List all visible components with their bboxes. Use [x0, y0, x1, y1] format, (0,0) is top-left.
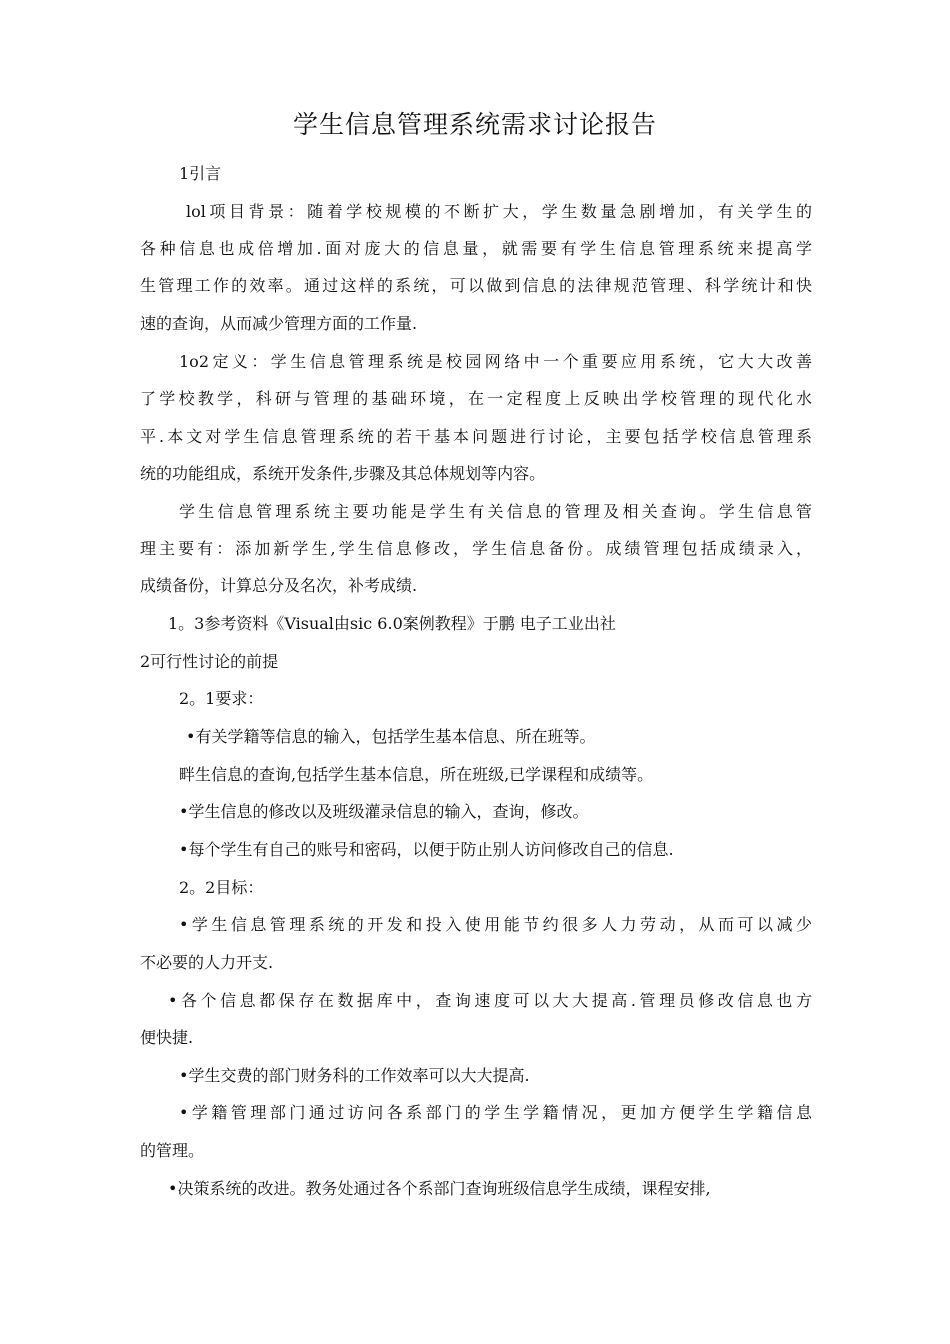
list-item: 畔生信息的查询,包括学生基本信息，所在班级,已学课程和成绩等。 [179, 765, 654, 784]
section-heading-feasibility: 2可行性讨论的前提 [140, 652, 279, 671]
paragraph-line: 学生信息管理系统主要功能是学生有关信息的管理及相关查询。学生信息管 [179, 502, 812, 521]
list-item-continuation: 的管理。 [140, 1141, 205, 1160]
list-item: •各个信息都保存在数据库中，查询速度可以大大提高.管理员修改信息也方 [168, 991, 812, 1010]
paragraph-line: 统的功能组成，系统开发条件,步骤及其总体规划等内容。 [140, 464, 546, 483]
list-item: •学生交费的部门财务科的工作效率可以大大提高. [179, 1066, 530, 1085]
list-item: •学生信息的修改以及班级灌录信息的输入，查询，修改。 [179, 802, 589, 821]
section-heading-introduction: 1引言 [179, 164, 222, 183]
paragraph-line: 生管理工作的效率。通过这样的系统，可以做到信息的法律规范管理、科学统计和快 [140, 276, 812, 295]
list-item: •学生信息管理系统的开发和投入使用能节约很多人力劳动，从而可以减少 [179, 915, 812, 934]
reference-line: 1。3参考资料《Visual由sic 6.0案例教程》于鹏 电子工业出社 [168, 614, 616, 633]
paragraph-line: 理主要有：添加新学生,学生信息修改，学生信息备份。成绩管理包括成绩录入， [140, 539, 812, 558]
paragraph-line: 平.本文对学生信息管理系统的若干基本问题进行讨论，主要包括学校信息管理系 [140, 427, 812, 446]
paragraph-line: 了学校教学，科研与管理的基础环境，在一定程度上反映出学校管理的现代化水 [140, 389, 812, 408]
list-item-continuation: 不必要的人力开支. [140, 953, 274, 972]
paragraph-line: 1o2定义：学生信息管理系统是校园网络中一个重要应用系统，它大大改善 [179, 352, 812, 371]
document-title: 学生信息管理系统需求讨论报告 [292, 110, 657, 139]
list-item: •有关学籍等信息的输入，包括学生基本信息、所在班等。 [186, 727, 596, 746]
list-item: •每个学生有自己的账号和密码，以便于防止别人访问修改自己的信息. [179, 840, 674, 859]
paragraph-line: 成绩备份，计算总分及名次，补考成绩. [140, 576, 418, 595]
subsection-heading-goals: 2。2目标： [179, 878, 264, 897]
paragraph-line: 速的查询，从而减少管理方面的工作量. [140, 314, 418, 333]
paragraph-line: lol项目背景：随着学校规模的不断扩大，学生数量急剧增加，有关学生的 [186, 202, 812, 221]
paragraph-line: 各种信息也成倍增加.面对庞大的信息量，就需要有学生信息管理系统来提高学 [140, 239, 812, 258]
list-item-continuation: 便快捷. [140, 1028, 194, 1047]
list-item: •决策系统的改进。教务处通过各个系部门查询班级信息学生成绩，课程安排, [168, 1179, 711, 1198]
subsection-heading-requirements: 2。1要求： [179, 689, 264, 708]
list-item: •学籍管理部门通过访问各系部门的学生学籍情况，更加方便学生学籍信息 [179, 1103, 812, 1122]
